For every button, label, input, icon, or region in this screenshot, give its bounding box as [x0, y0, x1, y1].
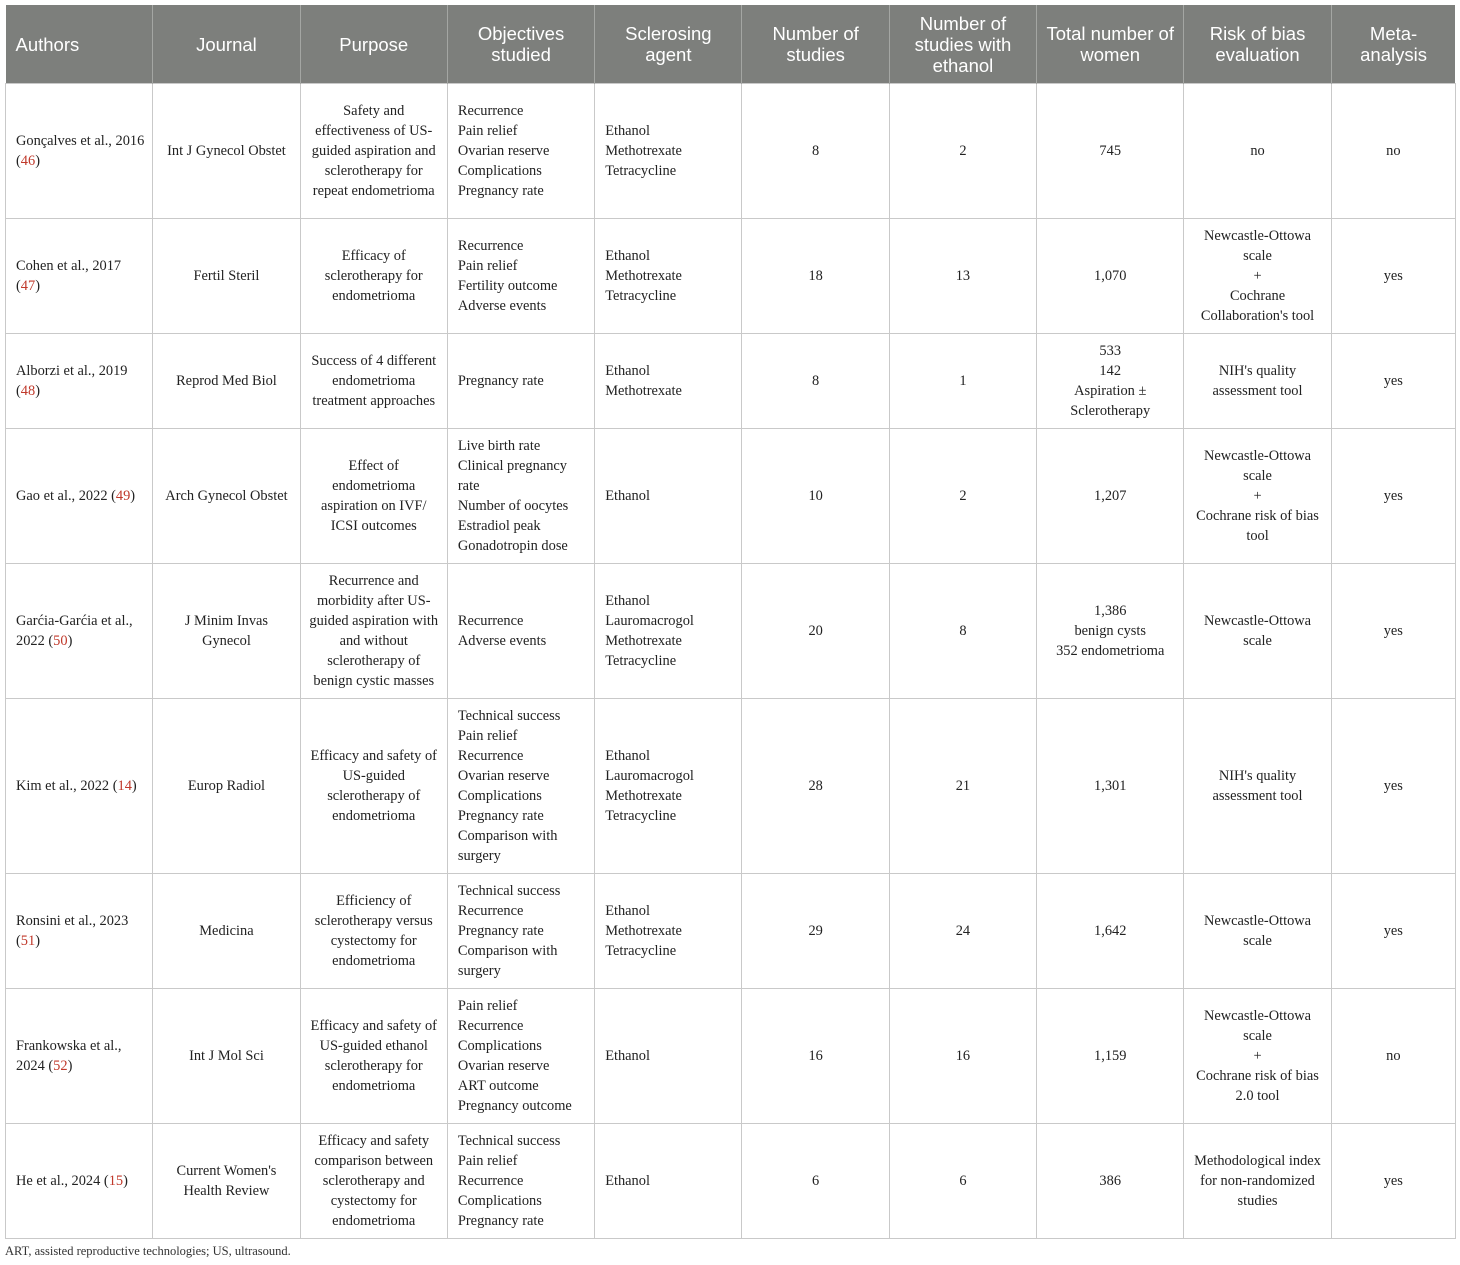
journal-cell: Reprod Med Biol: [153, 334, 300, 429]
agent-item: Ethanol: [605, 123, 650, 139]
objective-item: Live birth rate: [457, 438, 541, 454]
studies-with-ethanol-cell: 16: [889, 989, 1036, 1124]
number-of-studies-cell: 20: [742, 564, 889, 699]
objective-item: Technical success: [457, 883, 561, 899]
women-count-line: 142: [1099, 363, 1122, 379]
objective-item: Technical success: [457, 708, 561, 724]
objective-item: Technical success: [457, 1133, 561, 1149]
objective-item: Recurrence: [457, 238, 524, 254]
journal-cell: Arch Gynecol Obstet: [153, 429, 300, 564]
sclerosing-agent-cell: [595, 219, 742, 334]
purpose-cell: Efficacy and safety of US-guided sclerotherapy of endometrioma: [300, 699, 447, 874]
bias-tool-line: Methodological index for non-randomized studies: [1194, 1153, 1321, 1209]
bias-tool-line: Cochrane risk of bias 2.0 tool: [1196, 1068, 1319, 1104]
objectives-cell: [447, 1124, 594, 1239]
author-text: Gonçalves et al., 2016: [16, 133, 145, 149]
objective-item: Estradiol peak: [457, 518, 541, 534]
reference-link[interactable]: 51: [20, 933, 36, 949]
objective-item: Ovarian reserve: [457, 1058, 550, 1074]
risk-of-bias-cell: [1184, 874, 1331, 989]
objective-item: Recurrence: [457, 748, 524, 764]
agent-item: Ethanol: [605, 1048, 650, 1064]
table-row: [6, 1124, 1456, 1239]
studies-with-ethanol-cell: 2: [889, 429, 1036, 564]
agent-item: Methotrexate: [605, 143, 682, 159]
risk-of-bias-cell: [1184, 1124, 1331, 1239]
purpose-cell: Effect of endometrioma aspiration on IVF/ ICSI outcomes: [300, 429, 447, 564]
risk-of-bias-cell: [1184, 334, 1331, 429]
authors-cell: Gao et al., 2022 (49): [6, 429, 153, 564]
objectives-cell: [447, 219, 594, 334]
total-women-cell: [1037, 564, 1184, 699]
agent-item: Ethanol: [605, 903, 650, 919]
author-text: Ronsini et al., 2023: [16, 913, 129, 929]
agent-item: Methotrexate: [605, 268, 682, 284]
bias-tool-line: Newcastle-Ottowa scale: [1203, 1008, 1312, 1044]
table-row: [6, 874, 1456, 989]
reference-link[interactable]: 15: [108, 1173, 124, 1189]
journal-cell: Europ Radiol: [153, 699, 300, 874]
number-of-studies-cell: 29: [742, 874, 889, 989]
agent-item: Ethanol: [605, 248, 650, 264]
women-count-line: 745: [1099, 143, 1122, 159]
bias-tool-line: +: [1253, 1048, 1262, 1064]
col-header-authors: Authors: [6, 5, 153, 84]
reference-link[interactable]: 47: [20, 278, 36, 294]
objective-item: Pregnancy rate: [457, 183, 544, 199]
risk-of-bias-cell: [1184, 429, 1331, 564]
journal-cell: J Minim Invas Gynecol: [153, 564, 300, 699]
author-text: Gao et al., 2022: [16, 488, 108, 504]
purpose-cell: Efficiency of sclerotherapy versus cystectomy for endometrioma: [300, 874, 447, 989]
objectives-cell: [447, 429, 594, 564]
agent-item: Tetracycline: [605, 288, 677, 304]
purpose-cell: Recurrence and morbidity after US-guided aspiration with and without sclerotherapy of benign cystic masses: [300, 564, 447, 699]
objectives-cell: [447, 989, 594, 1124]
sclerosing-agent-cell: [595, 334, 742, 429]
bias-tool-line: NIH's quality assessment tool: [1212, 363, 1303, 399]
reference-link[interactable]: 49: [115, 488, 131, 504]
total-women-cell: [1037, 874, 1184, 989]
objective-item: Pregnancy rate: [457, 1213, 544, 1229]
col-header-sclerosing-agent: Sclerosing agent: [595, 5, 742, 84]
journal-cell: Fertil Steril: [153, 219, 300, 334]
agent-item: Tetracycline: [605, 808, 677, 824]
objective-item: Clinical pregnancy rate: [457, 458, 567, 494]
number-of-studies-cell: 16: [742, 989, 889, 1124]
col-header-studies-with-ethanol: Number of studies with ethanol: [889, 5, 1036, 84]
agent-item: Methotrexate: [605, 383, 682, 399]
total-women-cell: [1037, 429, 1184, 564]
women-count-line: 1,207: [1094, 488, 1127, 504]
bias-tool-line: Newcastle-Ottowa scale: [1203, 228, 1312, 264]
journal-cell: Current Women's Health Review: [153, 1124, 300, 1239]
meta-analysis-cell: yes: [1331, 429, 1455, 564]
risk-of-bias-cell: [1184, 989, 1331, 1124]
reference-link[interactable]: 52: [53, 1058, 68, 1074]
women-count-line: 1,386: [1094, 603, 1127, 619]
women-count-line: 352 endometrioma: [1056, 643, 1165, 659]
number-of-studies-cell: 8: [742, 334, 889, 429]
objective-item: Ovarian reserve: [457, 143, 550, 159]
number-of-studies-cell: 6: [742, 1124, 889, 1239]
sclerosing-agent-cell: [595, 429, 742, 564]
authors-cell: He et al., 2024 (15): [6, 1124, 153, 1239]
objectives-cell: [447, 334, 594, 429]
objective-item: Pregnancy rate: [457, 923, 544, 939]
objective-item: Number of oocytes: [457, 498, 569, 514]
reference-link[interactable]: 48: [20, 383, 36, 399]
bias-tool-line: +: [1253, 488, 1262, 504]
total-women-cell: [1037, 84, 1184, 219]
women-count-line: 386: [1099, 1173, 1122, 1189]
purpose-cell: Safety and effectiveness of US-guided aspiration and sclerotherapy for repeat endometrioma: [300, 84, 447, 219]
bias-tool-line: NIH's quality assessment tool: [1212, 768, 1303, 804]
agent-item: Ethanol: [605, 488, 650, 504]
table-footnote: ART, assisted reproductive technologies; US, ultrasound.: [5, 1244, 291, 1258]
table-row: [6, 699, 1456, 874]
objective-item: Pain relief: [457, 998, 518, 1014]
header-row: [6, 5, 1456, 84]
women-count-line: 1,642: [1094, 923, 1127, 939]
objective-item: Recurrence: [457, 613, 524, 629]
studies-with-ethanol-cell: 8: [889, 564, 1036, 699]
objectives-cell: [447, 699, 594, 874]
sclerosing-agent-cell: [595, 1124, 742, 1239]
women-count-line: 1,070: [1094, 268, 1127, 284]
agent-item: Ethanol: [605, 593, 650, 609]
number-of-studies-cell: 18: [742, 219, 889, 334]
women-count-line: Aspiration ± Sclerotherapy: [1070, 383, 1151, 419]
sclerosing-agent-cell: [595, 699, 742, 874]
agent-item: Tetracycline: [605, 943, 677, 959]
total-women-cell: [1037, 699, 1184, 874]
table-body: [6, 84, 1456, 1239]
objective-item: Gonadotropin dose: [457, 538, 568, 554]
bias-tool-line: Newcastle-Ottowa scale: [1203, 913, 1312, 949]
col-header-purpose: Purpose: [300, 5, 447, 84]
meta-analysis-cell: no: [1331, 989, 1455, 1124]
purpose-cell: Efficacy and safety comparison between sclerotherapy and cystectomy for endometrioma: [300, 1124, 447, 1239]
meta-analysis-cell: yes: [1331, 334, 1455, 429]
meta-analysis-cell: yes: [1331, 699, 1455, 874]
bias-tool-line: +: [1253, 268, 1262, 284]
sclerosing-agent-cell: [595, 84, 742, 219]
agent-item: Tetracycline: [605, 163, 677, 179]
table-row: [6, 429, 1456, 564]
col-header-number-of-studies: Number of studies: [742, 5, 889, 84]
objective-item: ART outcome: [457, 1078, 539, 1094]
authors-cell: Kim et al., 2022 (14): [6, 699, 153, 874]
objective-item: Pain relief: [457, 258, 518, 274]
objective-item: Pregnancy outcome: [457, 1098, 572, 1114]
number-of-studies-cell: 10: [742, 429, 889, 564]
reference-link[interactable]: 50: [53, 633, 68, 649]
agent-item: Methotrexate: [605, 788, 682, 804]
table-row: [6, 564, 1456, 699]
author-text: Kim et al., 2022: [16, 778, 110, 794]
meta-analysis-cell: yes: [1331, 219, 1455, 334]
women-count-line: 533: [1099, 343, 1122, 359]
col-header-objectives: Objectives studied: [447, 5, 594, 84]
studies-with-ethanol-cell: 13: [889, 219, 1036, 334]
meta-analysis-cell: yes: [1331, 874, 1455, 989]
review-table: [5, 5, 1456, 1239]
author-text: Alborzi et al., 2019: [16, 363, 128, 379]
authors-cell: Garćia-Garćia et al., 2022 (50): [6, 564, 153, 699]
objective-item: Complications: [457, 1038, 542, 1054]
objective-item: Recurrence: [457, 1173, 524, 1189]
objective-item: Recurrence: [457, 103, 524, 119]
sclerosing-agent-cell: [595, 874, 742, 989]
agent-item: Lauromacrogol: [605, 613, 694, 629]
agent-item: Methotrexate: [605, 633, 682, 649]
risk-of-bias-cell: [1184, 84, 1331, 219]
objective-item: Complications: [457, 788, 542, 804]
number-of-studies-cell: 8: [742, 84, 889, 219]
bias-tool-line: no: [1250, 143, 1265, 159]
col-header-meta-analysis: Meta-analysis: [1331, 5, 1455, 84]
objectives-cell: [447, 874, 594, 989]
objective-item: Pain relief: [457, 728, 518, 744]
col-header-risk-of-bias: Risk of bias evaluation: [1184, 5, 1331, 84]
objective-item: Adverse events: [457, 633, 547, 649]
sclerosing-agent-cell: [595, 989, 742, 1124]
studies-with-ethanol-cell: 6: [889, 1124, 1036, 1239]
authors-cell: Cohen et al., 2017 (47): [6, 219, 153, 334]
bias-tool-line: Newcastle-Ottowa scale: [1203, 613, 1312, 649]
objective-item: Complications: [457, 163, 542, 179]
bias-tool-line: Cochrane risk of bias tool: [1196, 508, 1319, 544]
risk-of-bias-cell: [1184, 564, 1331, 699]
objective-item: Comparison with surgery: [457, 943, 558, 979]
risk-of-bias-cell: [1184, 699, 1331, 874]
risk-of-bias-cell: [1184, 219, 1331, 334]
bias-tool-line: Newcastle-Ottowa scale: [1203, 448, 1312, 484]
agent-item: Methotrexate: [605, 923, 682, 939]
women-count-line: benign cysts: [1074, 623, 1146, 639]
objective-item: Recurrence: [457, 903, 524, 919]
objectives-cell: [447, 564, 594, 699]
total-women-cell: [1037, 334, 1184, 429]
objective-item: Comparison with surgery: [457, 828, 558, 864]
objective-item: Complications: [457, 1193, 542, 1209]
sclerosing-agent-cell: [595, 564, 742, 699]
objective-item: Fertility outcome: [457, 278, 558, 294]
authors-cell: Alborzi et al., 2019 (48): [6, 334, 153, 429]
agent-item: Ethanol: [605, 748, 650, 764]
author-text: Frankowska et al., 2024: [16, 1038, 122, 1074]
purpose-cell: Efficacy and safety of US-guided ethanol sclerotherapy for endometrioma: [300, 989, 447, 1124]
agent-item: Ethanol: [605, 1173, 650, 1189]
agent-item: Ethanol: [605, 363, 650, 379]
table-row: [6, 84, 1456, 219]
objective-item: Recurrence: [457, 1018, 524, 1034]
objectives-cell: [447, 84, 594, 219]
authors-cell: Frankowska et al., 2024 (52): [6, 989, 153, 1124]
journal-cell: Int J Mol Sci: [153, 989, 300, 1124]
authors-cell: Ronsini et al., 2023 (51): [6, 874, 153, 989]
col-header-journal: Journal: [153, 5, 300, 84]
objective-item: Ovarian reserve: [457, 768, 550, 784]
bias-tool-line: Cochrane Collaboration's tool: [1200, 288, 1315, 324]
table-container: [5, 5, 1455, 1239]
objective-item: Pregnancy rate: [457, 808, 544, 824]
reference-link[interactable]: 14: [117, 778, 132, 794]
studies-with-ethanol-cell: 2: [889, 84, 1036, 219]
purpose-cell: Efficacy of sclerotherapy for endometrioma: [300, 219, 447, 334]
reference-link[interactable]: 46: [20, 153, 36, 169]
objective-item: Pregnancy rate: [457, 373, 544, 389]
table-row: [6, 219, 1456, 334]
meta-analysis-cell: no: [1331, 84, 1455, 219]
col-header-total-women: Total number of women: [1037, 5, 1184, 84]
author-text: Garćia-Garćia et al., 2022: [16, 613, 133, 649]
objective-item: Pain relief: [457, 123, 518, 139]
meta-analysis-cell: yes: [1331, 1124, 1455, 1239]
meta-analysis-cell: yes: [1331, 564, 1455, 699]
author-text: Cohen et al., 2017: [16, 258, 122, 274]
purpose-cell: Success of 4 different endometrioma treatment approaches: [300, 334, 447, 429]
agent-item: Tetracycline: [605, 653, 677, 669]
total-women-cell: [1037, 219, 1184, 334]
total-women-cell: [1037, 1124, 1184, 1239]
number-of-studies-cell: 28: [742, 699, 889, 874]
total-women-cell: [1037, 989, 1184, 1124]
objective-item: Pain relief: [457, 1153, 518, 1169]
journal-cell: Int J Gynecol Obstet: [153, 84, 300, 219]
objective-item: Adverse events: [457, 298, 547, 314]
women-count-line: 1,301: [1094, 778, 1127, 794]
studies-with-ethanol-cell: 1: [889, 334, 1036, 429]
studies-with-ethanol-cell: 21: [889, 699, 1036, 874]
studies-with-ethanol-cell: 24: [889, 874, 1036, 989]
women-count-line: 1,159: [1094, 1048, 1127, 1064]
author-text: He et al., 2024: [16, 1173, 101, 1189]
agent-item: Lauromacrogol: [605, 768, 694, 784]
table-row: [6, 989, 1456, 1124]
table-row: [6, 334, 1456, 429]
journal-cell: Medicina: [153, 874, 300, 989]
authors-cell: Gonçalves et al., 2016 (46): [6, 84, 153, 219]
